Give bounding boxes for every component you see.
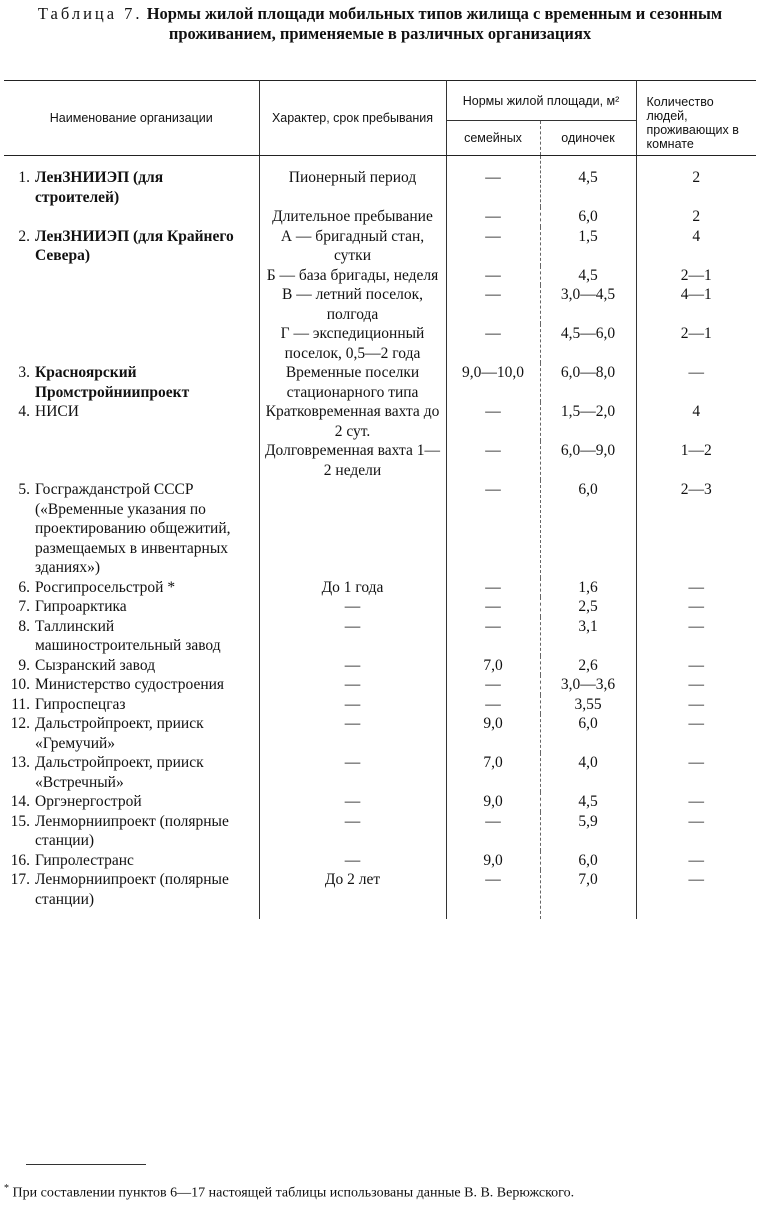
people-count-cell: — [688, 695, 705, 713]
family-norm-cell: 9,0 [446, 714, 540, 753]
family-norm-cell: — [446, 402, 540, 441]
table-row [4, 870, 756, 919]
organization-cell [4, 870, 259, 919]
character-cell: Пионерный период [259, 156, 446, 208]
single-norm-cell: 6,0 [540, 714, 636, 753]
organization-name: Таллинский машиностроительный завод [35, 617, 221, 654]
organization-cell [4, 227, 259, 266]
family-norm-cell: — [446, 207, 540, 227]
people-count-cell: 1—2 [680, 442, 712, 459]
family-norm-cell: — [446, 156, 540, 208]
table-row [4, 324, 756, 363]
row-number: 6. [18, 578, 30, 596]
organization-name: Красноярский Промстройниипроект [35, 364, 190, 401]
header-single: одиночек [540, 121, 636, 156]
organization-name: Росгипросельстрой * [35, 578, 176, 596]
family-norm-cell: — [446, 266, 540, 286]
people-count-cell: — [688, 812, 705, 830]
organization-name: Сызранский завод [35, 656, 156, 674]
single-norm-cell: 3,1 [540, 617, 636, 656]
organization-cell [4, 324, 259, 363]
single-norm-cell: 3,0—3,6 [540, 675, 636, 695]
organization-cell [4, 156, 259, 208]
table-body [4, 156, 756, 920]
row-number: 8. [18, 617, 30, 635]
row-number: 2. [18, 227, 30, 245]
header-organization: Наименование организации [4, 81, 259, 156]
single-norm-cell: 4,0 [540, 753, 636, 792]
row-number: 17. [10, 871, 30, 888]
family-norm-cell: — [446, 441, 540, 480]
people-count-cell: 2—1 [680, 325, 712, 342]
single-norm-cell: 6,0 [540, 851, 636, 871]
single-norm-cell: 3,55 [540, 695, 636, 715]
single-norm-cell: 6,0—8,0 [540, 363, 636, 402]
family-norm-cell: — [446, 617, 540, 656]
character-cell: — [259, 617, 446, 656]
organization-name: ЛенЗНИИЭП (для Крайнего Севера) [35, 227, 234, 264]
people-count-cell: — [688, 871, 705, 888]
organization-cell [4, 285, 259, 324]
single-norm-cell: 4,5—6,0 [540, 324, 636, 363]
table-row [4, 402, 756, 441]
row-number: 16. [10, 851, 30, 869]
family-norm-cell: — [446, 324, 540, 363]
people-count-cell: — [688, 754, 705, 771]
family-norm-cell: — [446, 227, 540, 266]
character-cell: Длительное пребывание [259, 207, 446, 227]
people-count-cell: — [688, 676, 705, 693]
table-row [4, 285, 756, 324]
organization-name: ЛенЗНИИЭП (для строителей) [35, 169, 164, 206]
footnote-mark: * [4, 1183, 9, 1194]
organization-name: Ленморниипроект (полярные станции) [35, 871, 229, 908]
family-norm-cell: — [446, 285, 540, 324]
organization-name: Гипроарктика [35, 598, 127, 615]
single-norm-cell: 4,5 [540, 792, 636, 812]
table-row [4, 266, 756, 286]
family-norm-cell: 9,0—10,0 [446, 363, 540, 402]
row-number: 9. [18, 656, 30, 674]
single-norm-cell: 6,0 [540, 207, 636, 227]
people-count-cell: — [688, 598, 705, 615]
organization-cell [4, 656, 259, 676]
housing-norms-table [4, 80, 756, 919]
character-cell [259, 480, 446, 578]
table-row [4, 441, 756, 480]
people-count-cell: — [688, 793, 705, 810]
organization-cell [4, 207, 259, 227]
single-norm-cell: 6,0—9,0 [540, 441, 636, 480]
row-number: 10. [10, 676, 30, 693]
character-cell: До 1 года [259, 578, 446, 598]
table-row [4, 227, 756, 266]
single-norm-cell: 2,5 [540, 597, 636, 617]
organization-cell [4, 402, 259, 441]
table-row [4, 675, 756, 695]
organization-cell [4, 266, 259, 286]
table-row [4, 480, 756, 578]
family-norm-cell: — [446, 675, 540, 695]
character-cell: — [259, 675, 446, 695]
organization-cell [4, 851, 259, 871]
people-count-cell: — [688, 851, 705, 869]
organization-cell [4, 675, 259, 695]
header-norms: Нормы жилой площади, м² [446, 81, 636, 121]
single-norm-cell: 2,6 [540, 656, 636, 676]
row-number: 12. [10, 715, 30, 732]
organization-name: Дальстройпроект, прииск «Встречный» [35, 754, 204, 791]
table-row [4, 753, 756, 792]
character-cell: Кратковременная вахта до 2 сут. [259, 402, 446, 441]
character-cell: В — летний поселок, полгода [259, 285, 446, 324]
organization-name: Гипролестранс [35, 851, 134, 869]
footnote-rule [26, 1164, 146, 1165]
character-cell: А — бригадный стан, сутки [259, 227, 446, 266]
organization-name: Министерство судостроения [35, 676, 225, 693]
row-number: 14. [10, 793, 30, 810]
organization-cell [4, 578, 259, 598]
table-row [4, 812, 756, 851]
family-norm-cell: 7,0 [446, 753, 540, 792]
header-character: Характер, срок пребывания [259, 81, 446, 156]
character-cell: — [259, 695, 446, 715]
organization-cell [4, 753, 259, 792]
family-norm-cell: — [446, 695, 540, 715]
people-count-cell: — [688, 617, 705, 635]
row-number: 15. [10, 812, 30, 830]
footnote-text: При составлении пунктов 6—17 настоящей таблицы использованы данные В. В. Верюжского. [12, 1185, 575, 1201]
organization-name: Дальстройпроект, прииск «Гремучий» [35, 715, 204, 752]
table-row [4, 578, 756, 598]
table-title [0, 4, 760, 44]
table-row [4, 207, 756, 227]
people-count-cell: — [688, 578, 705, 596]
organization-name: Госгражданстрой СССР («Временные указания по проектированию общежитий, размещаемых в инвентарных зданиях») [35, 481, 231, 576]
table-row [4, 363, 756, 402]
people-count-cell: — [688, 364, 705, 381]
family-norm-cell: — [446, 870, 540, 919]
character-cell: Долговременная вахта 1—2 недели [259, 441, 446, 480]
table-row [4, 695, 756, 715]
table-row [4, 714, 756, 753]
row-number: 11. [11, 695, 30, 713]
organization-cell [4, 617, 259, 656]
character-cell: — [259, 656, 446, 676]
people-count-cell: 4 [692, 403, 701, 420]
character-cell: — [259, 851, 446, 871]
header-people: Количество людей, проживающих в комнате [636, 81, 756, 156]
people-count-cell: 2—3 [680, 481, 712, 498]
table-row [4, 792, 756, 812]
family-norm-cell: 9,0 [446, 792, 540, 812]
people-count-cell: 4 [692, 227, 701, 245]
organization-name: Ленморниипроект (полярные станции) [35, 812, 229, 849]
organization-cell [4, 714, 259, 753]
single-norm-cell: 5,9 [540, 812, 636, 851]
character-cell: Б — база бригады, неделя [259, 266, 446, 286]
table-caption: Нормы жилой площади мобильных типов жилища с временным и сезонным проживанием, применяемые в различных организациях [146, 4, 723, 43]
organization-name: Гипроспецгаз [35, 695, 126, 713]
single-norm-cell: 1,6 [540, 578, 636, 598]
row-number: 13. [10, 754, 30, 771]
people-count-cell: 2 [692, 169, 701, 186]
people-count-cell: 4—1 [680, 286, 712, 303]
row-number: 5. [18, 481, 30, 498]
single-norm-cell: 7,0 [540, 870, 636, 919]
family-norm-cell: — [446, 578, 540, 598]
table-number: Таблица 7. [37, 4, 143, 23]
row-number: 3. [18, 364, 30, 381]
character-cell: До 2 лет [259, 870, 446, 919]
character-cell: — [259, 597, 446, 617]
footnote [4, 1180, 756, 1203]
family-norm-cell: — [446, 812, 540, 851]
character-cell: — [259, 753, 446, 792]
row-number: 1. [18, 169, 30, 186]
people-count-cell: 2—1 [680, 266, 712, 284]
organization-cell [4, 597, 259, 617]
single-norm-cell: 4,5 [540, 156, 636, 208]
single-norm-cell: 3,0—4,5 [540, 285, 636, 324]
character-cell: — [259, 812, 446, 851]
table-row [4, 156, 756, 208]
family-norm-cell: — [446, 597, 540, 617]
row-number: 7. [18, 598, 30, 615]
organization-cell [4, 792, 259, 812]
single-norm-cell: 1,5—2,0 [540, 402, 636, 441]
character-cell: Г — экспедиционный поселок, 0,5—2 года [259, 324, 446, 363]
header-family: семейных [446, 121, 540, 156]
character-cell: Временные поселки стационарного типа [259, 363, 446, 402]
character-cell: — [259, 714, 446, 753]
character-cell: — [259, 792, 446, 812]
table-row [4, 597, 756, 617]
row-number: 4. [18, 403, 30, 420]
organization-cell [4, 441, 259, 480]
organization-cell [4, 812, 259, 851]
people-count-cell: — [688, 656, 705, 674]
single-norm-cell: 1,5 [540, 227, 636, 266]
single-norm-cell: 4,5 [540, 266, 636, 286]
single-norm-cell: 6,0 [540, 480, 636, 578]
organization-cell [4, 480, 259, 578]
table-row [4, 851, 756, 871]
people-count-cell: 2 [692, 208, 701, 225]
organization-name: НИСИ [35, 403, 79, 420]
organization-cell [4, 363, 259, 402]
organization-cell [4, 695, 259, 715]
people-count-cell: — [688, 715, 705, 732]
table-row [4, 617, 756, 656]
family-norm-cell: — [446, 480, 540, 578]
table-row [4, 656, 756, 676]
family-norm-cell: 7,0 [446, 656, 540, 676]
family-norm-cell: 9,0 [446, 851, 540, 871]
organization-name: Оргэнергострой [35, 793, 142, 810]
